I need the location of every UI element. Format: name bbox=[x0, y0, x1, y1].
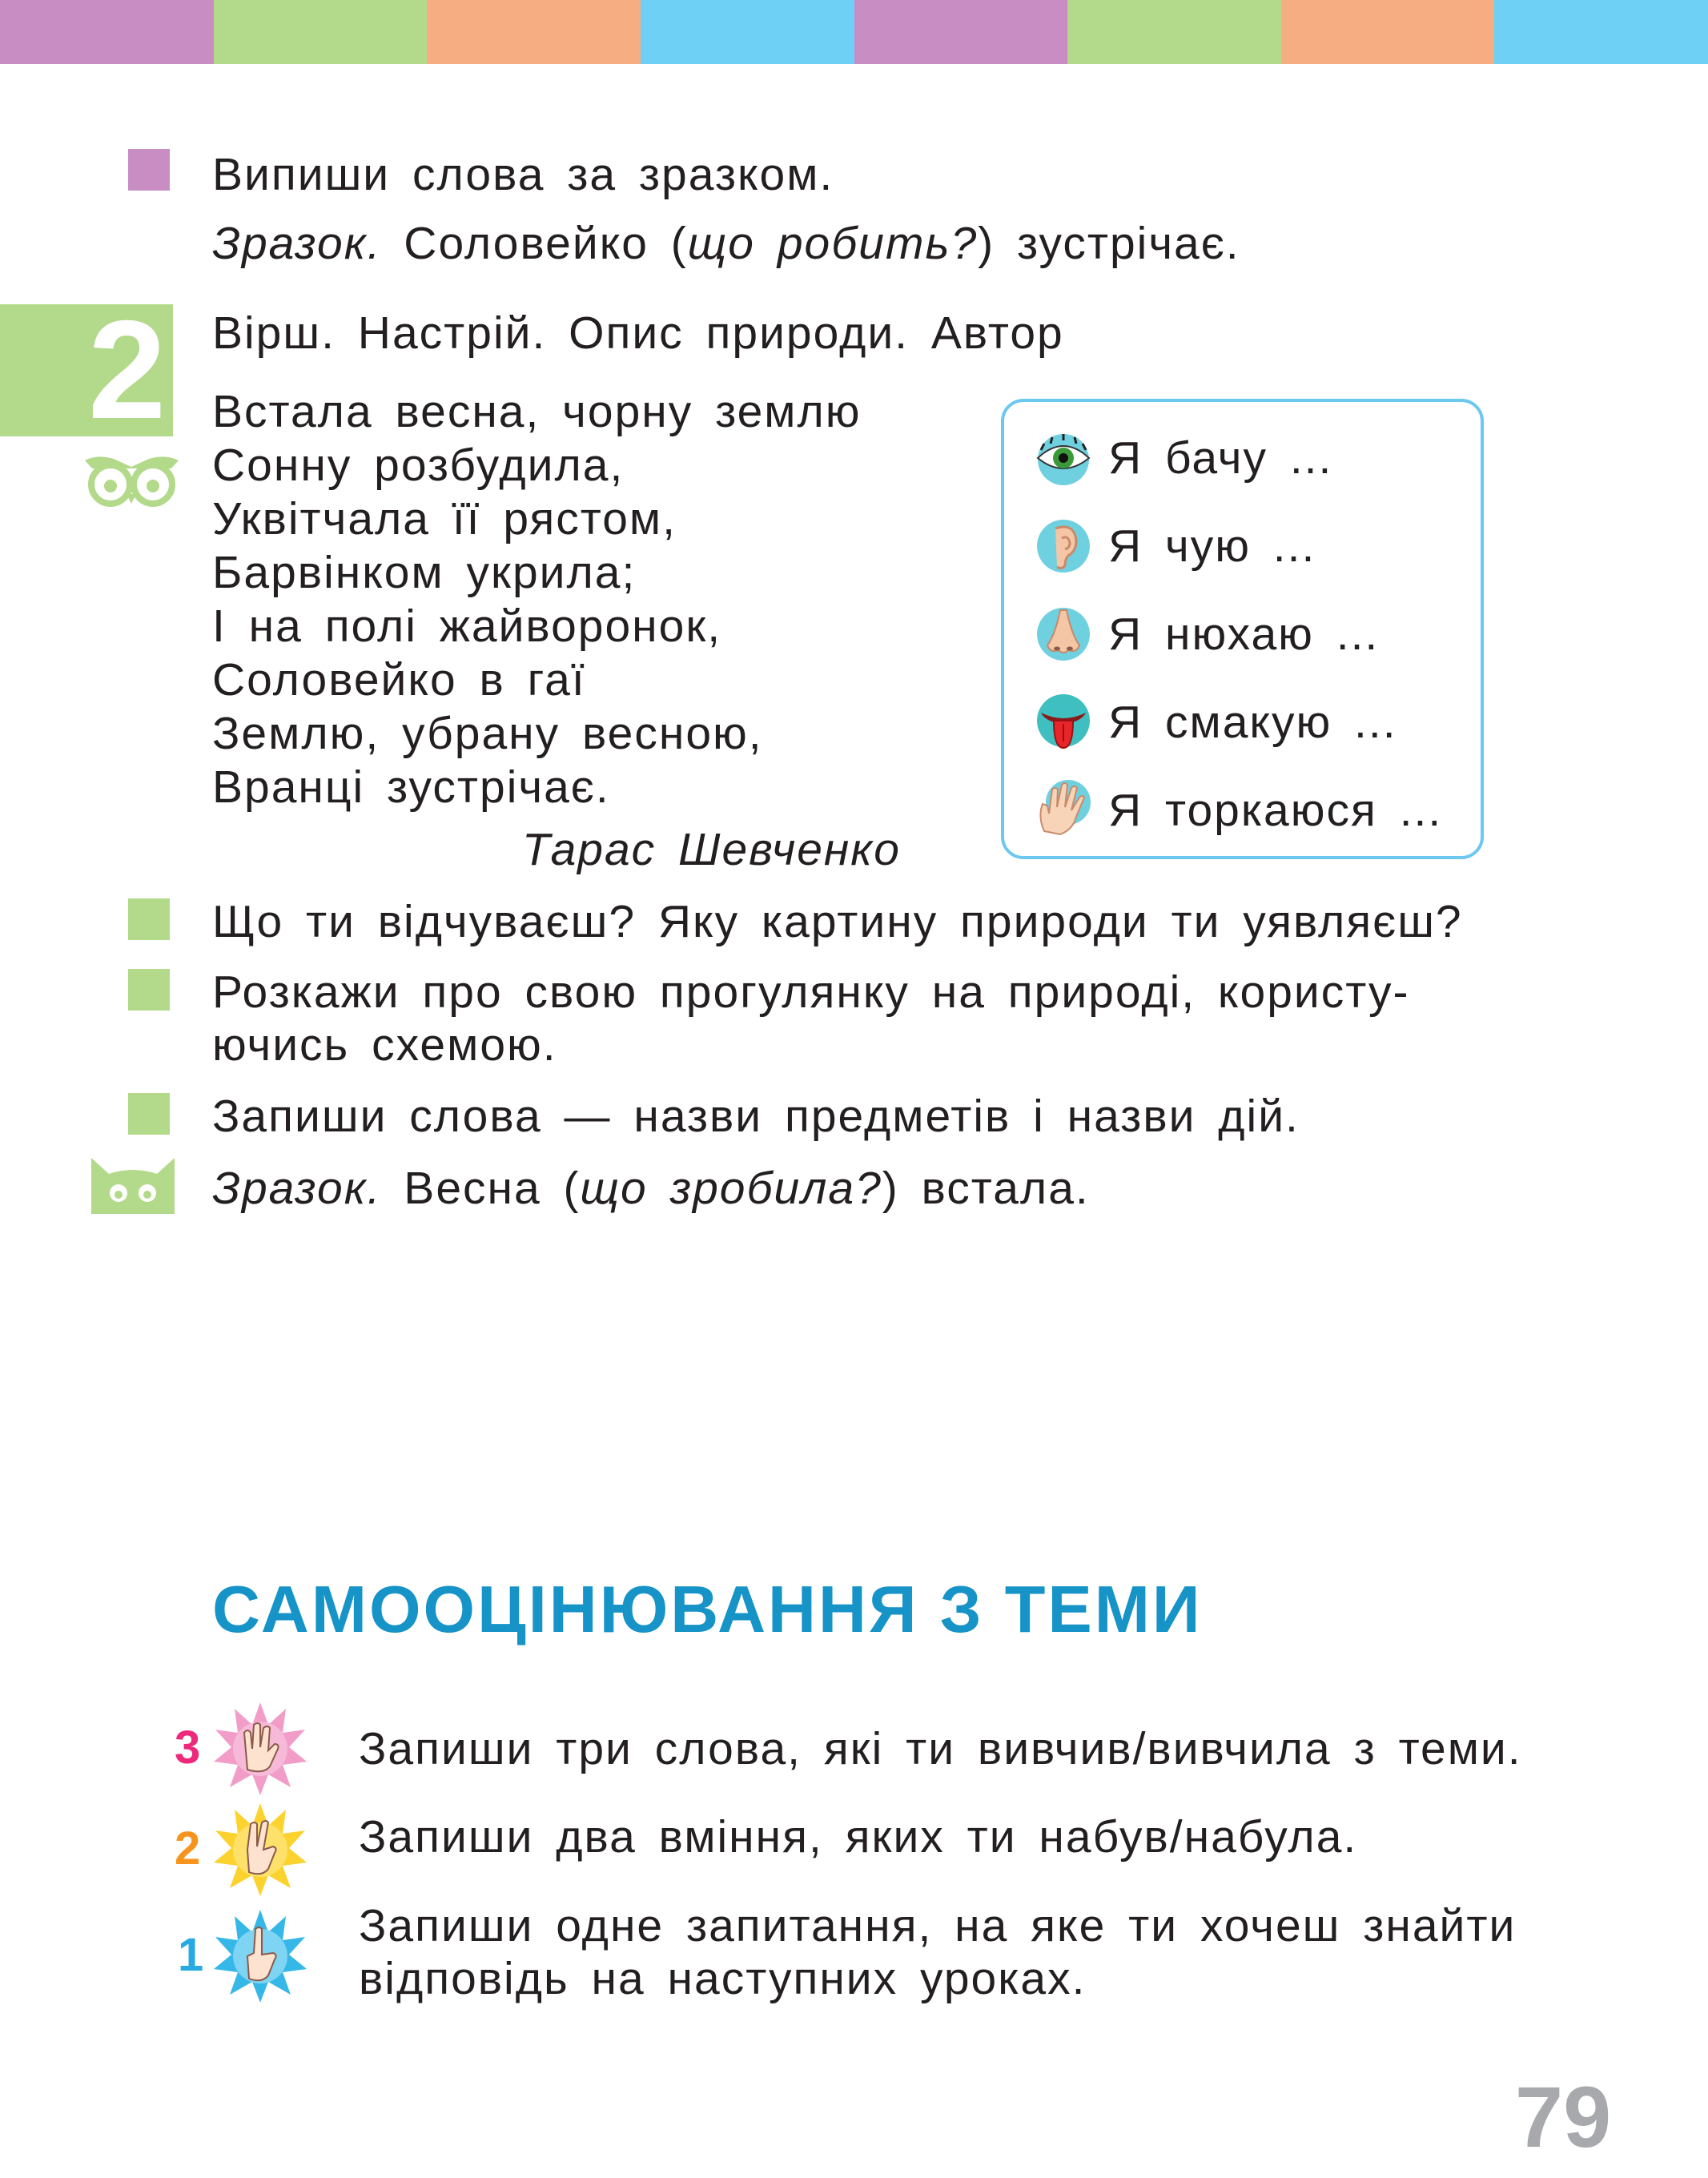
owl-eyes-icon bbox=[82, 452, 182, 508]
task-marker-green bbox=[128, 1093, 170, 1135]
score-number: 1 bbox=[178, 1929, 204, 1981]
sample-word: Соловейко bbox=[404, 218, 649, 269]
poem-author: Тарас Шевченко bbox=[522, 824, 901, 875]
band-segment bbox=[214, 0, 428, 64]
self-assessment-text: Запиши два вміння, яких ти набув/набула. bbox=[359, 1811, 1358, 1863]
task-question: Що ти відчуваєш? Яку картину природи ти уявляєш? bbox=[212, 896, 1463, 947]
self-assessment-title: САМООЦІНЮВАННЯ З ТЕМИ bbox=[212, 1572, 1203, 1646]
sense-label: Я смакую ... bbox=[1108, 697, 1397, 748]
task-marker-green bbox=[128, 969, 170, 1011]
eye-icon bbox=[1033, 426, 1094, 487]
sample-question: що зробила? bbox=[580, 1163, 882, 1214]
sense-row-see bbox=[1004, 426, 1481, 490]
lesson-number: 2 bbox=[88, 292, 167, 448]
sense-row-smell bbox=[1004, 602, 1481, 666]
band-segment bbox=[1281, 0, 1495, 64]
sample-question: що робить? bbox=[687, 218, 979, 269]
band-segment bbox=[427, 0, 641, 64]
senses-scheme-box bbox=[1001, 399, 1484, 859]
lesson-heading: Вірш. Настрій. Опис природи. Автор bbox=[212, 307, 1064, 359]
hand-icon bbox=[1033, 778, 1094, 839]
ear-icon bbox=[1033, 514, 1094, 575]
band-segment bbox=[641, 0, 854, 64]
sense-label: Я чую ... bbox=[1108, 520, 1316, 572]
sense-label: Я бачу ... bbox=[1108, 432, 1333, 484]
tongue-icon bbox=[1033, 690, 1094, 751]
task-write-words: Запиши слова — назви предметів і назви дій. bbox=[212, 1091, 1300, 1142]
poem-line: Встала весна, чорну землю bbox=[212, 386, 862, 437]
task-story-line: Розкажи про свою прогулянку на природі, користу- bbox=[212, 966, 1410, 1018]
one-finger-icon bbox=[212, 1908, 308, 2004]
two-fingers-icon bbox=[212, 1802, 308, 1898]
band-segment bbox=[1494, 0, 1708, 64]
page-number: 79 bbox=[1515, 2068, 1612, 2165]
self-assessment-text: Запиши три слова, які ти вивчив/вивчила з теми. bbox=[359, 1723, 1522, 1774]
score-number: 3 bbox=[175, 1722, 201, 1774]
task-1-instruction: Випиши слова за зразком. bbox=[212, 149, 834, 200]
sense-label: Я торкаюся ... bbox=[1108, 785, 1443, 836]
sample-answer: встала. bbox=[921, 1163, 1090, 1214]
poem-line: Барвінком укрила; bbox=[212, 547, 637, 598]
poem-line: Землю, убрану весною, bbox=[212, 708, 763, 759]
sample-label: Зразок. bbox=[212, 218, 382, 269]
task-story-line: ючись схемою. bbox=[212, 1019, 557, 1071]
task-marker-green bbox=[128, 898, 170, 940]
sense-row-touch bbox=[1004, 778, 1481, 842]
self-assessment-text: Запиши одне запитання, на яке ти хочеш знайти bbox=[359, 1900, 1517, 1951]
nose-icon bbox=[1033, 602, 1094, 663]
task-marker-purple bbox=[128, 149, 170, 191]
task-1-sample: Зразок. Соловейко (що робить?) зустрічає. bbox=[212, 218, 1240, 269]
poem-line: Сонну розбудила, bbox=[212, 440, 625, 491]
poem-line: Вранці зустрічає. bbox=[212, 761, 610, 813]
band-segment bbox=[1067, 0, 1281, 64]
sample-answer: зустрічає. bbox=[1017, 218, 1240, 269]
band-segment bbox=[854, 0, 1068, 64]
sense-row-taste bbox=[1004, 690, 1481, 754]
task-sample-line: Зразок. Весна (що зробила?) встала. bbox=[212, 1163, 1090, 1214]
top-color-band bbox=[0, 0, 1708, 64]
poem-line: Уквітчала її рястом, bbox=[212, 493, 677, 544]
cat-icon bbox=[86, 1151, 179, 1214]
band-segment bbox=[0, 0, 214, 64]
sample-label: Зразок. bbox=[212, 1163, 382, 1214]
self-assessment-text: відповідь на наступних уроках. bbox=[359, 1953, 1087, 2004]
sample-word: Весна bbox=[404, 1163, 541, 1214]
poem-line: Соловейко в гаї bbox=[212, 654, 586, 705]
sense-row-hear bbox=[1004, 514, 1481, 578]
sense-label: Я нюхаю ... bbox=[1108, 609, 1380, 660]
score-number: 2 bbox=[175, 1822, 201, 1875]
poem-line: І на полі жайворонок, bbox=[212, 601, 722, 652]
three-fingers-icon bbox=[212, 1701, 308, 1797]
